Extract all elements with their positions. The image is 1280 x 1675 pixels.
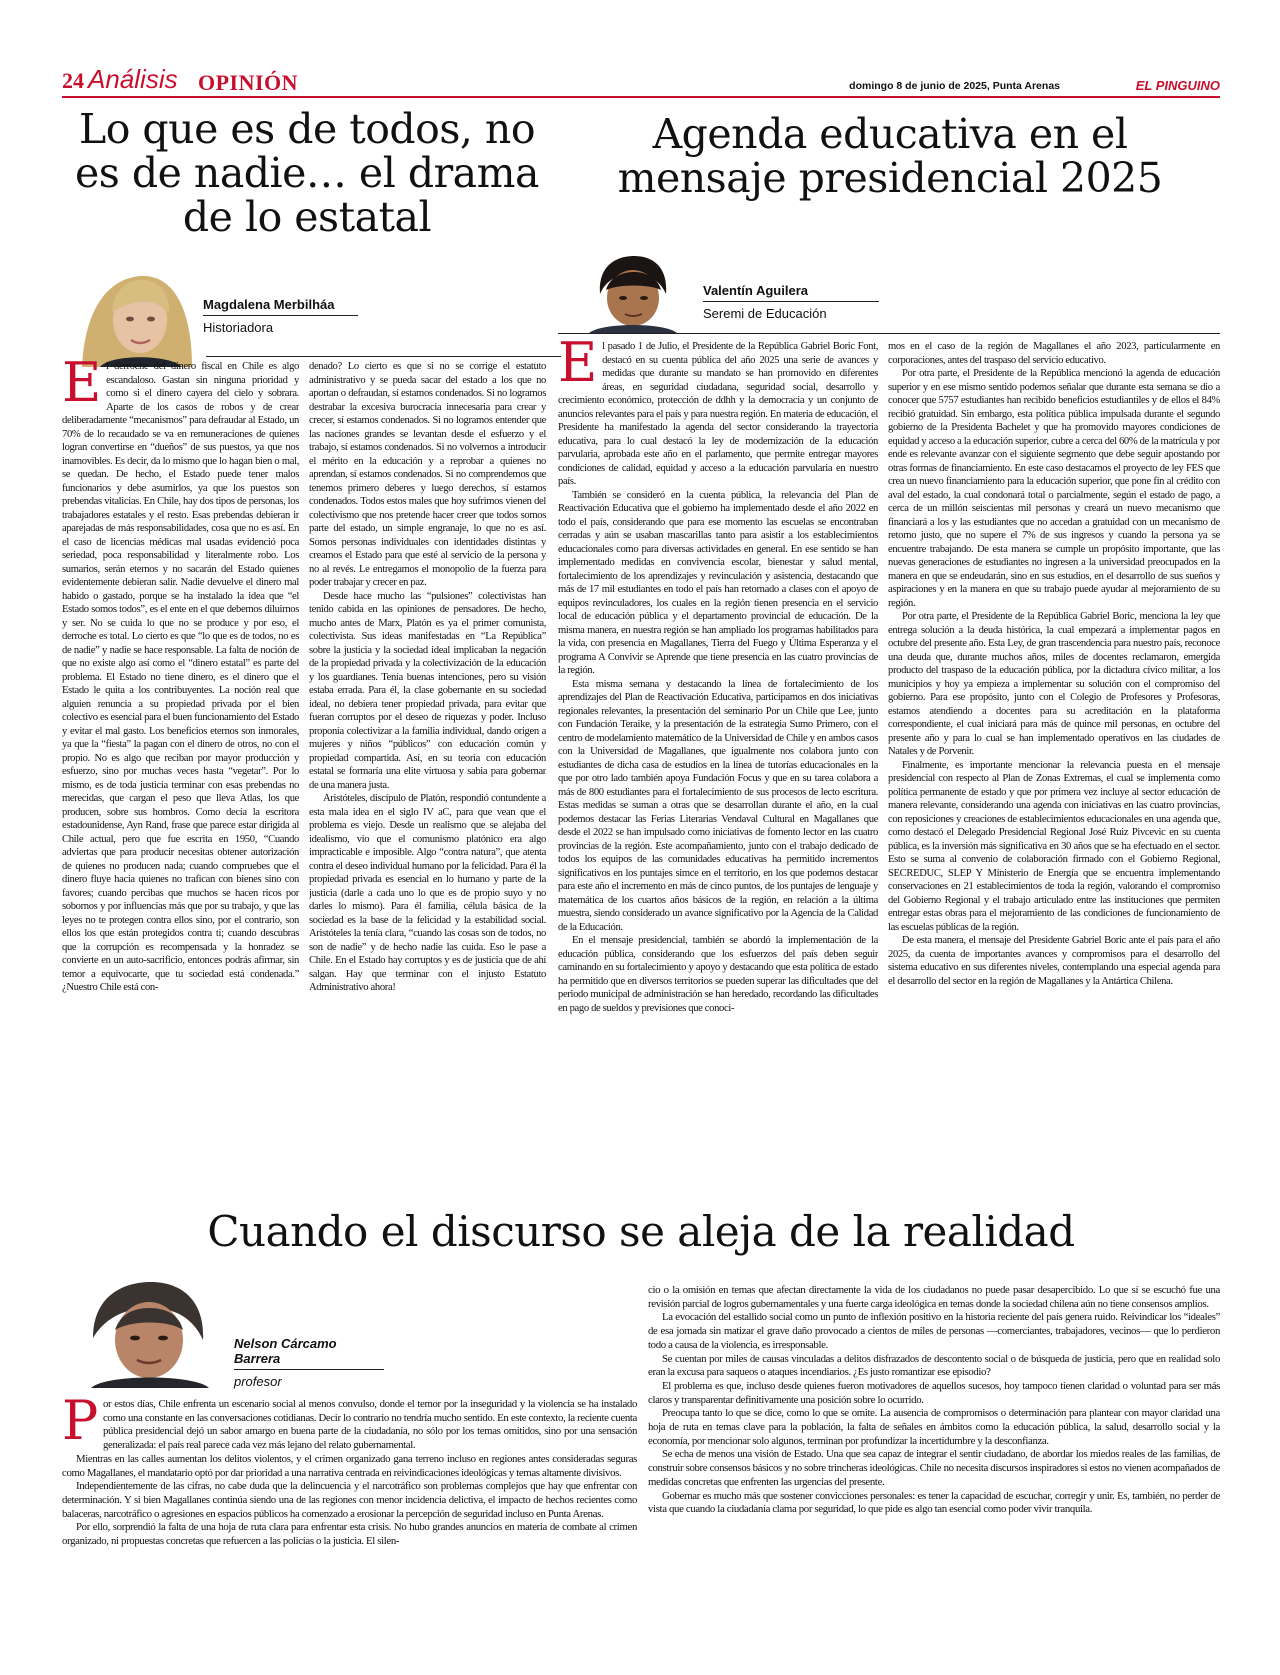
paragraph: denado? Lo cierto es que si no se corrige el estatuto administrativo y se pueda sacar del estado a los que no aportan o defraudan, sí estamos condenados. Si no logramos destrabar la excesiva burocracia innecesaria para crear y crecer, sí estamos condenados. Si no logramos entender que las naciones grandes se levantan desde el esfuerzo y el trabajo, sí estamos condenados. Si no volvemos a introducir el mérito en la educación y a reprobar a quienes no aprendan, sí estamos condenados. Si no comprendemos que tenemos primero deberes y luego derechos, sí estamos condenados. Todos estos males que hoy sufrimos vienen del colectivismo que nos pretende hacer creer que todos somos parte del estado, un simple engranaje, lo que no es así. Somos personas individuales con identidades distintas y creamos el Estado para que esté al servicio de la persona y no al revés. Le entregamos el monopolio de la fuerza para poder trabajar y crecer en paz. [309, 361, 546, 588]
paragraph: Finalmente, es importante mencionar la relevancia puesta en el mensaje presidencial con respecto al Plan de Zonas Extremas, el cual se implementa como política permanente de estado y que por primera vez incluye al sector educación de manera relevante, considerando una agenda con iniciativas en las cuatro provincias, con reposiciones y creaciones de establecimientos educacionales en una agenda que, como destacó el Delegado Presidencial Regional José Ruiz Pivcevic en su cuenta pública, es la inversión más significativa en 30 años que se ha efectuado en el sector. Esto se suma al convenio de colaboración firmado con el Gobierno Regional, SECREDUC, SLEP Y Ministerio de Energía que se encuentra implementando conservaciones en 21 establecimientos de toda la región, valorando el compromiso del Gobierno Regional y el trabajo articulado entre las instituciones que permiten entregar estas obras para el mejoramiento de las condiciones de funcionamiento de las escuelas públicas de la región. [888, 759, 1220, 933]
article2-byline [703, 283, 879, 321]
paragraph: En el mensaje presidencial, también se abordó la implementación de la educación pública, considerando que los esfuerzos del país deben seguir caminando en su fortalecimiento y apoyo y destacando que esta política de estado ha permitido que en diversos territorios se pueden superar las dificultades que del periodo municipal de administración se han heredado, recordando las dificultades en pago de sueldos y previsiones que conoci- [558, 935, 878, 1014]
paragraph: Aristóteles, discípulo de Platón, respondió contundente a esta mala idea en el siglo IV aC, para que vean que el problema es viejo. Desde un realismo que se alejaba del idealismo, vio que el comunismo platónico era algo impracticable e imposible. Algo “contra natura”, que atenta contra el deseo individual humano por la felicidad. Para él la propiedad privada es esencial en lo humano y parte de la justicia (darle a cada uno lo que es de propio suyo y no darles lo mismo). Para él familia, célula básica de la sociedad es la base de la felicidad y la estabilidad social. Aristóteles la tenía clara, “cuando las cosas son de todos, no son de nadie” y de hecho nadie las cuida. Eso le pase a Chile. En el Estado hay corruptos y es de justicia que de ahí salgan. Hay que terminar con el injusto Estatuto Administrativo ahora! [309, 793, 546, 993]
paragraph: El problema es que, incluso desde quienes fueron motivadores de aquellos sucesos, hoy tampoco tienen claridad o voluntad para ser más claros y transparentar definitivamente una posición sobre lo ocurrido. [648, 1379, 1220, 1406]
author-role: Historiadora [203, 320, 274, 335]
article3-title: Cuando el discurso se aleja de la realidad [207, 1207, 1075, 1256]
paragraph: Por otra parte, el Presidente de la República Gabriel Boric, menciona la ley que entrega solución a la deuda histórica, la cual empezará a implementar pagos en octubre del presente año. Esta Ley, de gran trascendencia para nuestro país, reconoce una deuda que, durante muchos años, miles de docentes reclamaron, emergida producto del traspaso de la educación pública, por la dictadura cívico militar, a los municipios y hoy ya empieza a implementar su solución con el compromiso del gobierno. Para ese propósito, junto con el Colegio de Profesores y Profesoras, estamos atendiendo a docentes para su acreditación en la plataforma correspondiente, el cual iniciará para más de quince mil personas, en octubre del presente año y para lo cual se han implementado operativos en las ciudades de Natales y de Porvenir. [888, 611, 1220, 757]
author-role: Seremi de Educación [703, 306, 827, 321]
paragraph: Preocupa tanto lo que se dice, como lo que se omite. La ausencia de compromisos o determinación para plantear con mayor claridad una hoja de ruta en temas clave para la población, la falta de señales en ámbitos como la educación pública, la salud, desarrollo social y la economía, por mencionar solo algunos, terminan por profundizar la incertidumbre y la desconfianza. [648, 1407, 1220, 1447]
byline-rule [234, 1369, 384, 1370]
paragraph: Por ello, sorprendió la falta de una hoja de ruta clara para enfrentar esta crisis. No hubo grandes anuncios en materia de combate al crimen organizado, ni propuestas concretas que refuercen a las policías o la justicia. El silen- [62, 1521, 637, 1548]
paragraph: De esta manera, el mensaje del Presidente Gabriel Boric ante el país para el año 2025, da cuenta de importantes avances y compromisos para el desarrollo del sistema educativo en sus diferentes niveles, contemplando una especial agenda para el desarrollo del sector en la región de Magallanes y la Antártica Chilena. [888, 935, 1220, 987]
paragraph: Se cuentan por miles de causas vinculadas a delitos disfrazados de descontento social o de búsqueda de justicia, pero que en realidad solo eran la excusa para saqueos o ataques incendiarios. ¿Es justo romantizar ese episodio? [648, 1352, 1220, 1379]
paragraph: Desde hace mucho las “pulsiones” colectivistas han tenido cabida en las opiniones de pensadores. De hecho, mucho antes de Marx, Platón es ya el primer comunista, colectivista. Sus ideas manifestadas en “La República” sobre la justicia y la sociedad ideal implicaban la negación de la propiedad privada y la colectivización de la educación y los guardianes. Tenía buenas intenciones, pero su visión estaba errada. Para él, la clase gobernante en su sociedad ideal, no debiera tener propiedad privada, para evitar que fueran corruptos por el deseo de riquezas y poder. Incluso proponía colectivizar a la familia individual, dando origen a mujeres y niños “públicos” con educación común y propiedad compartida. Así, en su teoría con educación estatal se formaría una elite virtuosa y sabia para gobernar de una manera justa. [309, 590, 546, 791]
article1-divider [206, 356, 561, 357]
author-photo-carcamo [75, 1278, 220, 1388]
page-number: 24 [62, 68, 84, 93]
dropcap: E [558, 340, 598, 394]
paragraph: También se consideró en la cuenta pública, la relevancia del Plan de Reactivación Educativa que el gobierno ha implementado desde el año 2022 en todo el país, considerando que para ese momento las escuelas se encontraban cerradas y aún se usaban mascarillas tanto para asistir a los establecimientos educacionales como para diversas actividades en general. En ese sentido se han implementado medidas en convivencia escolar, bienestar y salud mental, fortalecimiento de los aprendizajes y revinculación y asistencia, destacando que más de 17 mil estudiantes en todo el país han retornado a clases con el apoyo de equipos revinculadores, los cuales en la región tienen presencia en el servicio local de educación pública y el departamento provincial de educación. De la misma manera, en nuestra región se han ampliado los programas habilitados para la vida, con presencia en Magallanes, Tierra del Fuego y Última Esperanza y el programa A Convivir se Aprende que tiene presencia en las cuatro provincias de la región. [558, 489, 878, 676]
paragraph: or estos días, Chile enfrenta un escenario social al menos convulso, donde el temor por la inseguridad y la violencia se ha instalado como una constante en las conversaciones cotidianas. Decir lo contrario no tendría mucho sentido. En este contexto, la reciente cuenta pública presidencial dejó un sabor amargo en buena parte de la ciudadanía, no sólo por los temas omitidos, sino por una sensación generalizada: el país real parece cada vez más lejano del relato gubernamental. [102, 1398, 637, 1452]
article1-column-1 [62, 360, 299, 1160]
paragraph: La evocación del estallido social como un punto de inflexión positivo en la historia reciente del país genera ruido. Reivindicar los “ideales” de esa jornada sin matizar el grave daño provocado a cientos de miles de personas —comerciantes, trabajadores, vecinos— que lo perdieron todo a causa de la violencia, es irresponsable. [648, 1311, 1220, 1351]
paragraph: l pasado 1 de Julio, el Presidente de la República Gabriel Boric Font, destacó en su cuenta pública del año 2025 una serie de avances y medidas que durante su mandato se han promovido en diferentes áreas, en seguridad ciudadana, seguridad social, desarrollo y crecimiento económico, protección de ddhh y la democracia y un conjunto de anuncios relevantes para el país y para nuestra región. En materia de educación, el Presidente ha manifestado la agenda del sector considerando la trayectoria educativa, para lo cual destacó la ley de modernización de la educación parvularia, aprobada este año en el parlamento, que permite entregar mayores condiciones de calidad, equidad y acceso a la educación parvularia en nuestro país. [558, 341, 878, 487]
byline-rule [703, 301, 879, 302]
author-photo-aguilera [578, 254, 686, 334]
article3-column-2 [648, 1284, 1220, 1616]
article2-divider [558, 333, 1220, 334]
author-name: Nelson Cárcamo Barrera [234, 1336, 337, 1366]
article2-column-1 [558, 340, 878, 1155]
article3-column-1 [62, 1398, 637, 1613]
article1-title: Lo que es de todos, no es de nadie… el drama de lo estatal [75, 105, 539, 241]
paragraph: Esta misma semana y destacando la línea de fortalecimiento de los aprendizajes del Plan de Reactivación Educativa, participamos en dos iniciativas regionales relevantes, la presentación del seminario Por un Chile que Lee, junto con Fundación Teraike, y la presentación de la estrategia Sumo Primero, con el centro de modelamiento matemático de la Universidad de Chile y en ambos casos con la Universidad de Magallanes, que igualmente nos colabora junto con estudiantes de dicha casa de estudios en la línea de tutorías educacionales en la que por otro lado también apoya Fundación Focus y que en su tarea colabora a más de 800 estudiantes para el fortalecimiento de sus procesos de lecto escritura. Estas medidas se suman a otras que se desarrollan durante el año, en la cual podemos destacar las Ferias Literarias Vendaval Cultural en Magallanes que desde el 2022 se han impulsado como iniciativas de fomento lector en las cuatro provincias de la región. Este acompañamiento, junto con el trabajo dedicado de todos los equipos de las comunidades educativas ha permitido incrementos significativos en los puntajes simce en el territorio, en los que podemos destacar para este año el incremento en más de cinco puntos, de los puntajes de lenguaje y matemática de los cuartos años básicos de la región, en relación a la última muestra, siendo considerado un avance significativo por la Agencia de la Calidad de la Educación. [558, 678, 878, 933]
author-name: Magdalena Merbilháa [203, 297, 335, 312]
header-rule [62, 96, 1220, 98]
author-name: Valentín Aguilera [703, 283, 808, 298]
paragraph: cio o la omisión en temas que afectan directamente la vida de los ciudadanos no puede pasar desapercibido. Lo que sí se escuchó fue una revisión parcial de logros gubernamentales y una fuerte carga ideológica en temas donde la sociedad chilena aún no tiene consensos amplios. [648, 1284, 1220, 1310]
article1-byline [203, 297, 358, 335]
byline-rule [203, 315, 358, 316]
paragraph: Independientemente de las cifras, no cabe duda que la delincuencia y el narcotráfico son problemas complejos que hay que enfrentar con determinación. Y si bien Magallanes continúa siendo una de las regiones con menor incidencia delictiva, el impacto de hechos recientes como balaceras, narcotráfico o agresiones en espacios públicos ha comenzado a erosionar la percepción de seguridad incluso en Punta Arenas. [62, 1480, 637, 1520]
page-header [62, 66, 1220, 98]
issue-date: domingo 8 de junio de 2025, Punta Arenas [849, 80, 1060, 92]
paragraph: Mientras en las calles aumentan los delitos violentos, y el crimen organizado gana terreno incluso en regiones antes consideradas seguras como Magallanes, el mandatario optó por dar prioridad a una narrativa centrada en reivindicaciones ideológicas y temas altamente divisivos. [62, 1452, 637, 1479]
paragraph: Por otra parte, el Presidente de la República mencionó la agenda de educación superior y en ese mismo sentido podemos señalar que durante esta semana se dio a conocer que 5757 estudiantes han recibido beneficios estudiantiles y de ellos el 84% recibió gratuidad. Sin embargo, esta política pública impulsada durante el segundo gobierno de la Presidenta Bachelet y que ha promovido mayores condiciones de equidad y acceso a la educación superior, cubre a cerca del 60% de la matrícula y por ende es relevante avanzar con el siguiente segmento que debe seguir apostando por otras formas de financiamiento. En este caso destacamos el proyecto de ley FES que crea un nuevo financiamiento para la educación superior, que pone fin al crédito con aval del estado, la cual condonará total o parcialmente, según el estado de pago, a cerca de un millón seiscientas mil personas y creará un nuevo mecanismo que financiará a los y las estudiantes que no accedan a gratuidad con un mecanismo de retorno justo, que no supere el 7% de sus ingresos y cuando la persona ya se encuentre trabajando. De esta manera se cumple un propósito importante, que las nuevas generaciones de estudiantes no ingresen a la universidad preocupados en la manera en que se endeudarán, sino en sus estudios, en el desarrollo de sus sueños y aspiraciones y en la manera en que su trabajo puede ayudar al mejoramiento de su región. [888, 368, 1220, 609]
article1-column-2 [309, 360, 546, 1160]
section-analisis: Análisis [88, 64, 178, 94]
section-opinion: OPINIÓN [198, 70, 299, 95]
author-role: profesor [234, 1374, 282, 1389]
paragraph: mos en el caso de la región de Magallanes el año 2023, particularmente en corporaciones, antes del traspaso del servicio educativo. [888, 341, 1220, 366]
article2-title: Agenda educativa en el mensaje presidencial 2025 [617, 110, 1163, 202]
article2-column-2 [888, 340, 1220, 1155]
paragraph: Gobernar es mucho más que sostener convicciones personales: es tener la capacidad de escuchar, corregir y unir. Es, también, no perder de vista que cuando la ciudadanía clama por seguridad, lo que pide es algo tan esencial como poder vivir tranquila. [648, 1489, 1220, 1516]
newspaper-logo: EL PINGUINO [1135, 78, 1220, 93]
article3-byline [234, 1336, 384, 1389]
author-photo-merbilhaa [70, 262, 200, 367]
paragraph: Se echa de menos una visión de Estado. Una que sea capaz de integrar el sentir ciudadano, de abordar los miedos reales de las familias, de construir sobre consensos básicos y no sobre trincheras ideológicas. Chile no necesita discursos inspiradores si estos no vienen acompañados de medidas concretas que enfrenten las urgencias del presente. [648, 1448, 1220, 1488]
dropcap: P [62, 1398, 98, 1452]
dropcap: E [62, 360, 102, 414]
paragraph: l derroche del dinero fiscal en Chile es algo escandaloso. Gastan sin ninguna prioridad y como si el dinero cayera del cielo y sobrara. Aparte de los casos de robos y de crear deliberadamente “mecanismos” para defraudar al Estado, un 70% de lo recaudado se va en remuneraciones de quienes logran convertirse en “dueños” de sus puestos, ya que nos inamovibles. Es decir, da lo mismo que lo hagan bien o mal, se quedan. De hecho, el Estado puede tener malos funcionarios y debe asumirlos, ya que los puestos son prebendas vitalicias. En Chile, hay dos tipos de personas, los trabajadores estatales y el resto. Esas prebendas debieran ir aparejadas de más responsabilidades, cosa que no es así. En el caso de licencias médicas mal usadas evidenció poca seriedad, poca responsabilidad y literalmente robo. Los sumarios, serán eternos y no sacarán del Estado quienes evidentemente debieran salir. Nadie devuelve el dinero mal habido o gastado, porque se ha instalado la idea que “el Estado somos todos”, es el ente en el que debemos diluirnos y ser. No se cuida lo que no se produce y por eso, el derroche es total. Lo cierto es que “lo que es de todos, no es de nadie” y nadie se hace responsable. La falta de noción de que no existe algo así como el “dinero estatal” es parte del problema. El Estado no tiene dinero, es el dinero que el Estado le quita a los contribuyentes. La noción real que alguien renuncia a su propiedad privada por el bien colectivo es esencial para el buen funcionamiento del Estado y evitar el mal gasto. Los beneficios eternos son inmorales, ya que la “fiesta” la pagan con el dinero de otros, no con el propio. No es algo que reciban por mayor producción y esfuerzo, sino por muchas veces hasta “vegetar”. Por lo mismo, es de toda justicia terminar con esas prebendas no merecidas, que cargan el peso que lleva Atlas, los que producen, sobre sus hombros. Como decía la escritora estadounidense, Ayn Rand, frase que parece estar dirigida al Chile actual, pero que fue escrita en 1950, “Cuando adviertas que para producir necesitas obtener autorización de quienes no producen nada; cuando compruebes que el dinero fluye hacia quienes no trafican con bienes sino con favores; cuando percibas que muchos se hacen ricos por sobornos y por influencias más que por su trabajo, y que las leyes no te protegen contra ellos sino, por el contrario, son ellos los que están protegidos contra ti; cuando descubras que la corrupción es recompensada y la honradez se convierte en un auto-sacrificio, entonces podrás afirmar, sin temor a equivocarte, que tu sociedad está condenada.” ¿Nuestro Chile está con- [62, 361, 299, 993]
